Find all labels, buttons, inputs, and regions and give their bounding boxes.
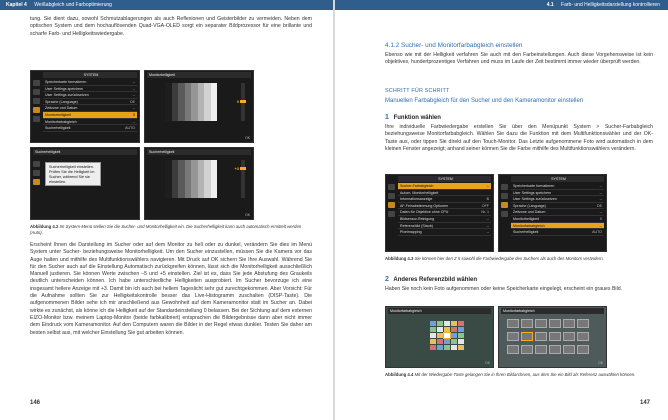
menu-item-label: Monitorhelligkeit	[513, 216, 539, 221]
color-swatch[interactable]	[430, 333, 436, 338]
thumbnail[interactable]	[535, 319, 547, 328]
menu-item[interactable]	[511, 190, 604, 197]
menu-item-value: Nr. 1	[481, 210, 489, 215]
slider-knob[interactable]	[240, 167, 246, 170]
menu-item[interactable]	[398, 229, 491, 236]
menu-item-value: DE	[597, 203, 602, 208]
menu-item-value: --	[599, 210, 602, 215]
color-swatch[interactable]	[458, 339, 464, 344]
monitor-color-balance-screen	[385, 306, 494, 368]
thumbnail[interactable]	[563, 319, 575, 328]
camera-system-menu-screen	[498, 174, 607, 252]
menu-item-value: AUTO	[592, 230, 602, 235]
menu-item-label: Sprache (Language)	[513, 203, 546, 208]
brightness-value: 0	[236, 99, 239, 104]
menu-item[interactable]	[43, 92, 137, 99]
menu-item[interactable]	[43, 105, 137, 112]
menu-item[interactable]	[398, 190, 491, 197]
camera-system-menu-screen	[385, 174, 494, 252]
wrench-icon	[388, 202, 395, 208]
menu-side-icons	[500, 183, 509, 250]
wrench-icon	[33, 107, 40, 113]
left-running-header	[0, 0, 333, 10]
menu-item-label: Sucherhelligkeit	[45, 126, 71, 131]
color-swatch[interactable]	[451, 345, 457, 350]
menu-item-label: Zeitzone und Datum	[45, 106, 78, 111]
left-page	[0, 10, 333, 420]
menu-item-value: --	[599, 197, 602, 202]
thumbnail[interactable]	[563, 332, 575, 341]
figure-4-4	[385, 306, 607, 368]
color-swatch[interactable]	[458, 345, 464, 350]
menu-item-value: --	[599, 184, 602, 188]
monitor-brightness-screen	[144, 70, 254, 143]
color-swatch[interactable]	[437, 345, 443, 350]
step-title: Funktion wählen	[393, 115, 441, 121]
caption-label: Abbildung 4.4	[385, 372, 414, 377]
slider-knob[interactable]	[240, 100, 246, 103]
camera-menu-icon	[33, 170, 40, 176]
menu-item[interactable]	[511, 229, 604, 236]
main-paragraph: Erscheint Ihnen die Darstellung im Sucher oder auf dem Monitor zu hell oder zu dunkel, verändern Sie dies im Menü System unter Sucher- beziehungsweise Monitorhelligkeit. Um den Sucher einzustellen, müssen Sie die Kamera vor das Auge halten und mithilfe des Multifunktionswählers navigieren. Mit Druck auf OK sichern Sie Ihre Auswahl. Während Sie für den Sucher auch auf die Einstellung Automatisch zurückgreifen können, lässt sich die Monitorhelligkeit ausschließlich Manuell justieren. Sie können Werte zwischen –5 und +5 einstellen. Ziel ist es, dass Sie jede Abstufung des Graukeils deutlich unterscheiden können. Ich habe unterschiedliche Helligkeiten ausprobiert. Im Sucher bevorzuge ich eine insgesamt hellere Anzeige mit +3. Damit bin ich auch bei hellem Tageslicht sehr gut zurechtgekommen. Aber Vorsicht: Für die Aufnahme sollten Sie zur Helligkeitskontrolle besser das Live-Histogramm zuschalten (DISP-Taste). Die aufgenommenen Bilder sehe ich mir anschließend aus Gewohnheit auf dem Kameramonitor statt im Sucher an. Dabei wirkte es zunächst, als könne ich die Helligkeit auf der Standardeinstellung 0 belassen. Bei der Sichtung auf dem externen EIZO-Monitor bzw. meinem Laptop-Monitor (beide farbkalibriert) entsprachen die Bildergebnisse dann aber nicht immer dem Eindruck vom Kameramonitor. Auf den Computern waren die Bilder in der Regel etwas dunkler. Testen Sie daher am besten selbst aus, mit welcher Einstellung Sie gut arbeiten können.	[30, 242, 312, 336]
menu-item[interactable]	[511, 216, 604, 223]
ok-hint: OK	[245, 213, 250, 217]
thumbnail[interactable]	[521, 345, 533, 354]
thumbnail[interactable]	[549, 319, 561, 328]
menu-item-value: --	[486, 184, 489, 188]
menu-item[interactable]	[398, 203, 491, 210]
left-chapter-title: Weißabgleich und Farboptimierung	[34, 2, 112, 8]
thumbnail[interactable]	[507, 332, 519, 341]
menu-item[interactable]	[43, 79, 137, 86]
menu-item-value: --	[486, 230, 489, 235]
camera-system-menu-screen	[30, 70, 140, 143]
menu-item-label: User Settings speichern	[513, 190, 552, 195]
color-swatch[interactable]	[444, 345, 450, 350]
menu-item-value: --	[132, 106, 135, 111]
menu-item-value: --	[486, 223, 489, 228]
menu-title: SYSTEM	[511, 176, 604, 182]
menu-item-label: Sprache (Language)	[45, 99, 78, 104]
gray-scale-ramp	[165, 83, 217, 121]
menu-item-label: Speicherkarte formatieren	[513, 184, 555, 188]
thumbnail-row	[507, 319, 589, 328]
screen-title: Monitorhelligkeit	[147, 72, 251, 78]
step-1-heading	[385, 114, 441, 121]
retouch-menu-icon	[388, 211, 395, 217]
menu-item[interactable]	[511, 209, 604, 216]
caption-label: Abbildung 4.2	[30, 224, 59, 229]
thumbnail[interactable]	[549, 345, 561, 354]
step-by-step-title: Manuellen Farbabgleich für den Sucher und den Kameramonitor einstellen	[385, 98, 584, 104]
step-number: 1	[385, 114, 389, 121]
menu-item-value: --	[132, 93, 135, 98]
menu-item-label: AF-Feinabstimmung Optionen	[400, 203, 448, 208]
left-page-number: 146	[30, 400, 41, 406]
retouch-menu-icon	[33, 116, 40, 122]
menu-item-label: User Settings zurücksetzen	[45, 93, 89, 98]
screen-title: Monitorfarbabgleich	[388, 308, 491, 314]
color-swatch[interactable]	[437, 321, 443, 326]
menu-item-value: B	[486, 197, 489, 202]
camera-menu-icon	[501, 193, 508, 199]
menu-item[interactable]	[511, 183, 604, 190]
menu-item[interactable]	[398, 223, 491, 230]
thumbnail[interactable]	[535, 332, 547, 341]
ok-hint: OK	[245, 136, 250, 140]
color-swatch[interactable]	[437, 339, 443, 344]
menu-item-label: Monitorfarbabgleich	[45, 119, 77, 124]
menu-item[interactable]	[43, 99, 137, 106]
figure-4-3	[385, 174, 607, 252]
viewfinder-brightness-dialog-screen	[30, 147, 140, 220]
screen-title: Sucherhelligkeit	[147, 149, 251, 155]
figure-4-2	[30, 70, 254, 220]
brightness-slider[interactable]	[241, 160, 245, 198]
menu-item-value: --	[132, 86, 135, 91]
right-section-title: Farb- und Helligkeitsdarstellung kontrollieren	[561, 2, 660, 8]
menu-item-label: Pixelmapping	[400, 230, 422, 235]
figure-4-3-caption	[385, 256, 653, 262]
menu-side-icons	[387, 183, 396, 250]
thumbnail[interactable]	[577, 332, 589, 341]
menu-item[interactable]	[43, 112, 137, 119]
wrench-icon	[501, 202, 508, 208]
menu-item-value: DE	[130, 99, 135, 104]
color-balance-grid[interactable]	[430, 321, 464, 350]
menu-item[interactable]	[398, 209, 491, 216]
step-title: Anderes Referenzbild wählen	[393, 277, 478, 283]
menu-item-label: Monitorfarbabgleich	[513, 223, 545, 228]
right-running-header	[335, 0, 668, 10]
screen-title: Sucherhelligkeit	[33, 149, 137, 155]
thumbnail[interactable]	[521, 319, 533, 328]
brightness-value: +3	[234, 166, 239, 171]
thumbnail-selected[interactable]	[521, 332, 533, 341]
figure-4-2-caption	[30, 224, 312, 236]
menu-item[interactable]	[511, 196, 604, 203]
color-swatch[interactable]	[437, 333, 443, 338]
menu-item-value: --	[132, 119, 135, 124]
step-2-text: Haben Sie noch kein Foto aufgenommen oder keine Speicherkarte eingelegt, erscheint ein graues Bild.	[385, 286, 623, 292]
playback-menu-icon	[388, 184, 395, 190]
caption-text: Mit der Wiedergabe-Taste gelangen Sie in Ihren Bildarchiven, aus dem Sie ein Bild als Referenz auswählen können.	[414, 372, 636, 377]
color-swatch[interactable]	[430, 327, 436, 332]
system-menu-list	[511, 183, 604, 236]
menu-item-value: OFF	[481, 203, 489, 208]
left-chapter-label: Kapitel 4	[6, 2, 27, 8]
thumbnail[interactable]	[507, 345, 519, 354]
color-swatch[interactable]	[451, 321, 457, 326]
step-2-heading	[385, 276, 477, 283]
wrench-icon	[33, 179, 40, 185]
thumbnail[interactable]	[535, 345, 547, 354]
step-by-step-label: SCHRITT FÜR SCHRITT	[385, 88, 450, 94]
menu-title: SYSTEM	[43, 72, 137, 78]
color-swatch[interactable]	[430, 321, 436, 326]
menu-item[interactable]	[43, 119, 137, 126]
menu-item[interactable]	[398, 196, 491, 203]
thumbnail[interactable]	[549, 332, 561, 341]
menu-item-value: 0	[600, 216, 602, 221]
ok-hint: OK	[598, 361, 603, 365]
thumbnail[interactable]	[563, 345, 575, 354]
step-1-text: Ihre individuelle Farbwiedergabe erstellen Sie über den Menüpunkt System > Sucher-Farbabgleich beziehungsweise Monitorfarbabgleich. Wählen Sie dazu die Funktion mit dem Multifunktionswähler und der OK-Taste aus, oder tippen Sie direkt auf den Touch-Monitor. Das Letzte aufgenommene Foto wird automatisch in dem kleinen Fenster angezeigt; anhand seiner können Sie die Farbe mithilfe des Multifunktionswählers verändern.	[385, 124, 653, 152]
caption-text: Im System-Menü stellen Sie die Sucher- und Monitorhelligkeit ein. Die Sucherhelligkeit kann auch automatisch ermittelt werden (Auto).	[30, 224, 302, 235]
brightness-slider[interactable]	[241, 83, 245, 121]
menu-item-value: --	[599, 223, 602, 228]
menu-item-label: Monitorhelligkeit	[45, 112, 71, 117]
camera-menu-icon	[388, 193, 395, 199]
menu-item-label: Informationsanzeige	[400, 197, 433, 202]
thumbnail[interactable]	[577, 345, 589, 354]
info-dialog: Sucherhelligkeit einstellen. Prüfen Sie die Helligkeit im Sucher, während Sie sie einstellen.	[45, 162, 101, 186]
playback-menu-icon	[501, 184, 508, 190]
color-swatch[interactable]	[458, 333, 464, 338]
menu-item-value: AUTO	[125, 126, 135, 131]
menu-item-value: 0	[133, 112, 135, 117]
right-page-number: 147	[639, 400, 650, 406]
menu-item-label: Speicherkarte formatieren	[45, 80, 87, 84]
screen-title: Monitorfarbabgleich	[501, 308, 604, 314]
menu-item-label: Daten für Objektive ohne CPU	[400, 210, 449, 215]
thumbnail[interactable]	[577, 319, 589, 328]
menu-item-label: User Settings speichern	[45, 86, 84, 91]
menu-item-value: --	[486, 216, 489, 221]
figure-4-4-caption	[385, 372, 653, 378]
menu-item-label: Zeitzone und Datum	[513, 210, 546, 215]
color-swatch[interactable]	[444, 327, 450, 332]
viewfinder-brightness-screen	[144, 147, 254, 220]
menu-item-label: User Settings zurücksetzen	[513, 197, 557, 202]
right-page	[335, 10, 668, 420]
color-swatch[interactable]	[444, 333, 450, 338]
gray-scale-ramp	[165, 160, 217, 198]
color-swatch[interactable]	[451, 327, 457, 332]
caption-text: Sie können hier den Z 5 sowohl die Farbwiedergabe des Suchers als auch des Monitors verändern.	[414, 256, 604, 261]
menu-item[interactable]	[398, 183, 491, 190]
menu-item-label: Autom. Monitorhelligkeit	[400, 190, 439, 195]
menu-item-label: Sucherhelligkeit	[513, 230, 539, 235]
color-swatch[interactable]	[444, 339, 450, 344]
color-swatch[interactable]	[451, 339, 457, 344]
playback-menu-icon	[33, 80, 40, 86]
menu-item-value: --	[132, 80, 135, 84]
menu-item-label: Bildsensor-Reinigung	[400, 216, 435, 221]
gray-step	[211, 83, 218, 121]
ok-hint: OK	[485, 361, 490, 365]
menu-item[interactable]	[511, 203, 604, 210]
thumbnail-row	[507, 332, 589, 341]
menu-item-label: Sucher-Farbabgleich	[400, 184, 434, 188]
color-swatch[interactable]	[430, 345, 436, 350]
menu-title: SYSTEM	[398, 176, 491, 182]
playback-menu-icon	[33, 161, 40, 167]
reference-image-select-screen	[498, 306, 607, 368]
color-swatch[interactable]	[458, 327, 464, 332]
color-swatch[interactable]	[430, 339, 436, 344]
menu-item[interactable]	[43, 86, 137, 93]
retouch-menu-icon	[501, 211, 508, 217]
color-swatch[interactable]	[444, 321, 450, 326]
menu-side-icons	[32, 79, 41, 141]
color-swatch[interactable]	[458, 321, 464, 326]
color-swatch[interactable]	[437, 327, 443, 332]
menu-side-icons	[32, 160, 41, 218]
system-menu-list	[398, 183, 491, 236]
menu-item[interactable]	[43, 125, 137, 132]
camera-menu-icon	[33, 89, 40, 95]
menu-item[interactable]	[398, 216, 491, 223]
thumbnail[interactable]	[507, 319, 519, 328]
section-heading: 4.1.2 Sucher- und Monitorfarbabgleich einstellen	[385, 42, 523, 49]
intro-paragraph: tung. Sie dient dazu, sowohl Schmutzablagerungen als auch Reflexionen und Geisterbilder zu vermeiden. Neben dem optischen System und dem hochauflösenden Quad-VGA-OLED sorgt ein separater Bildprozessor für eine brillante und scharfe Farb- und Helligkeitswiedergabe.	[30, 16, 312, 37]
caption-label: Abbildung 4.3	[385, 256, 414, 261]
right-section-number: 4.1	[546, 2, 554, 8]
menu-item[interactable]	[511, 223, 604, 230]
step-number: 2	[385, 276, 389, 283]
custom-menu-icon	[33, 98, 40, 104]
menu-item-label: Referenzbild (Staub)	[400, 223, 433, 228]
section-paragraph: Ebenso wie mit der Helligkeit verfahren Sie auch mit den Farbeinstellungen. Auch diese Vorgehensweise ist kein objektives, hundertprozentiges Verfahren und muss im Laufe der Zeit bestimmt immer wieder überprüft werden.	[385, 52, 653, 66]
menu-item-value: --	[599, 190, 602, 195]
color-swatch[interactable]	[451, 333, 457, 338]
thumbnail-row	[507, 345, 589, 354]
system-menu-list	[43, 79, 137, 132]
gray-step	[211, 160, 218, 198]
